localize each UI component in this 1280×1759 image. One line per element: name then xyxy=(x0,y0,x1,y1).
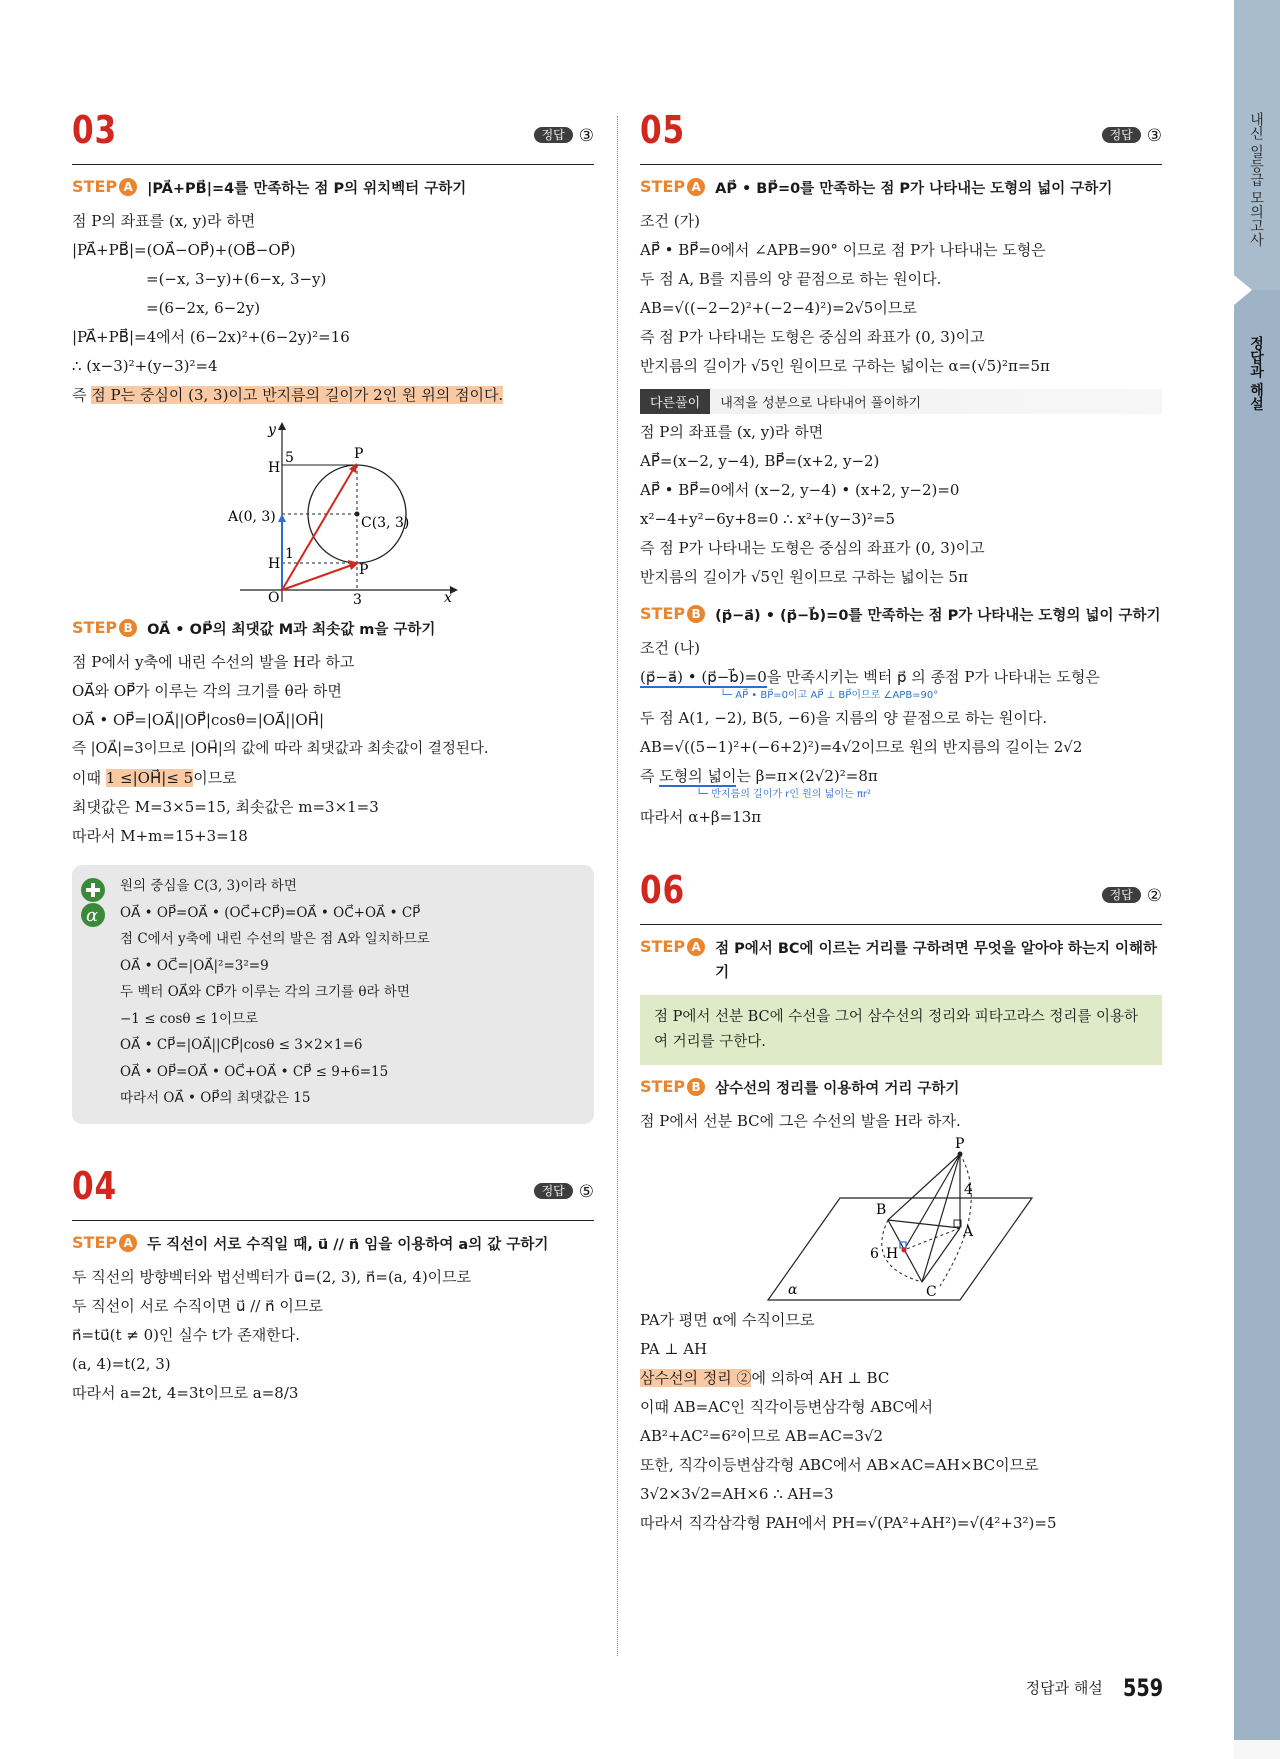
section-06-header xyxy=(640,868,1162,925)
svg-text:α: α xyxy=(86,905,99,926)
point-p xyxy=(958,1152,963,1157)
side-tab-answers xyxy=(1234,290,1280,1740)
text-line: (a, 4)=t(2, 3) xyxy=(72,1354,171,1373)
answer-badge: 정답 xyxy=(534,1183,573,1199)
answer-value: ③ xyxy=(1146,126,1162,146)
segment-pb xyxy=(888,1154,960,1220)
q06-lines xyxy=(640,1306,1162,1538)
text-line: 반지름의 길이가 √5인 원이므로 구하는 넓이는 5π xyxy=(640,568,968,586)
step-title: 점 P에서 BC에 이르는 거리를 구하려면 무엇을 알아야 하는지 이해하기 xyxy=(715,941,1158,981)
point-h xyxy=(902,1248,907,1253)
label-alpha: α xyxy=(788,1282,798,1298)
q05-step-a xyxy=(640,177,1162,201)
step-title: OA⃗ • OP⃗의 최댓값 M과 최솟값 m을 구하기 xyxy=(147,622,436,638)
text-line: |PA⃗+PB⃗|=(OA⃗−OP⃗)+(OB⃗−OP⃗) xyxy=(72,241,296,259)
annotation-note: └─ 반지름의 길이가 r인 원의 넓이는 πr² xyxy=(640,787,1162,803)
y-axis-arrow xyxy=(278,422,286,430)
label-c: C(3, 3) xyxy=(361,515,410,531)
text-line: x²−4+y²−6y+8=0 ∴ x²+(y−3)²=5 xyxy=(640,510,895,528)
label-a: A(0, 3) xyxy=(228,509,276,525)
text-line: |PA⃗+PB⃗|=4에서 (6−2x)²+(6−2y)²=16 xyxy=(72,328,350,346)
column-divider xyxy=(617,116,618,1656)
plane-alpha xyxy=(768,1198,1032,1300)
step-label: STEP A xyxy=(640,937,705,956)
step-title: |PA⃗+PB⃗|=4를 만족하는 점 P의 위치벡터 구하기 xyxy=(147,181,467,197)
side-tab-mock-exam-label: 내신 일등급 모의고사 xyxy=(1248,112,1264,247)
q06-step-b xyxy=(640,1077,1162,1101)
hint-line: 따라서 OA⃗ • OP⃗의 최댓값은 15 xyxy=(120,1090,311,1106)
q03-lines-b xyxy=(72,648,594,851)
label-p: P xyxy=(955,1136,965,1152)
label-b: B xyxy=(876,1202,887,1218)
side-tab-mock-exam xyxy=(1234,0,1280,290)
q06-plane-figure xyxy=(640,1136,1162,1306)
footer-label: 정답과 해설 xyxy=(1025,1679,1103,1697)
section-04-number: 04 xyxy=(72,1163,118,1208)
text-line: 삼수선의 정리 ②에 의하여 AH ⊥ BC xyxy=(640,1369,890,1387)
alternative-solution-bar xyxy=(640,389,1162,414)
vector-oa-arrow xyxy=(278,514,286,522)
label-five: 5 xyxy=(285,450,294,466)
text-line: OA⃗ • OP⃗=|OA⃗||OP⃗|cosθ=|OA⃗||OH⃗| xyxy=(72,711,325,729)
text-line: 즉 |OA⃗|=3이므로 |OH⃗|의 값에 따라 최댓값과 최솟값이 결정된다. xyxy=(72,741,489,757)
text-line: AP⃗=(x−2, y−4), BP⃗=(x+2, y−2) xyxy=(640,452,880,470)
text-line: 따라서 α+β=13π xyxy=(640,808,762,826)
text-line: OA⃗와 OP⃗가 이루는 각의 크기를 θ라 하면 xyxy=(72,682,342,700)
text-line: 조건 (가) xyxy=(640,212,700,230)
text-line: AB=√((−2−2)²+(−2−4)²)=2√5이므로 xyxy=(640,299,917,317)
text-line: 이때 1 ≤|OH⃗|≤ 5이므로 xyxy=(72,769,237,787)
q03-circle-figure xyxy=(72,410,594,606)
text-line: 이때 AB=AC인 직각이등변삼각형 ABC에서 xyxy=(640,1398,934,1416)
section-04-header xyxy=(72,1163,594,1221)
step-label: STEP B xyxy=(640,604,705,623)
text-line: 점 P의 좌표를 (x, y)라 하면 xyxy=(72,212,256,230)
highlight: 1 ≤|OH⃗|≤ 5 xyxy=(105,769,194,787)
text-line: ∴ (x−3)²+(y−3)²=4 xyxy=(72,357,218,375)
right-column xyxy=(640,108,1162,1538)
highlight: 점 P는 중심이 (3, 3)이고 반지름의 길이가 2인 원 위의 점이다. xyxy=(91,386,504,404)
underlined-expression: 도형의 넓이 xyxy=(659,767,737,785)
plane-diagram xyxy=(640,1136,1162,1306)
text-line: 따라서 a=2t, 4=3t이므로 a=8/3 xyxy=(72,1383,299,1402)
label-h-upper: H xyxy=(268,460,281,476)
label-p-upper: P xyxy=(354,446,364,462)
answer-badge: 정답 xyxy=(1102,127,1141,143)
step-label: STEP A xyxy=(72,1233,137,1252)
center-point xyxy=(355,512,360,517)
step-label: STEP A xyxy=(640,177,705,196)
segment-pc xyxy=(922,1154,960,1282)
text-line: =(−x, 3−y)+(6−x, 3−y) xyxy=(146,270,327,288)
step-label: STEP A xyxy=(72,177,137,196)
text-line: 따라서 M+m=15+3=18 xyxy=(72,827,248,845)
segment-ph xyxy=(904,1154,960,1250)
step-title: AP⃗ • BP⃗=0를 만족하는 점 P가 나타내는 도형의 넓이 구하기 xyxy=(715,181,1113,197)
text-line: AP⃗ • BP⃗=0에서 ∠APB=90° 이므로 점 P가 나타내는 도형은 xyxy=(640,241,1046,259)
section-03-header xyxy=(72,108,594,165)
side-tab-bar xyxy=(1234,0,1280,1759)
hint-line: OA⃗ • OC⃗=|OA⃗|²=3²=9 xyxy=(120,957,269,974)
q04-step-a xyxy=(72,1233,594,1257)
section-06-answer xyxy=(1102,886,1162,906)
text-line: =(6−2x, 6−2y) xyxy=(146,299,261,317)
label-one: 1 xyxy=(285,546,294,562)
q03-step-b xyxy=(72,618,594,642)
text-line: 반지름의 길이가 √5인 원이므로 구하는 넓이는 α=(√5)²π=5π xyxy=(640,357,1050,375)
q03-step-a xyxy=(72,177,594,201)
section-03-answer xyxy=(534,126,594,146)
step-title: 삼수선의 정리를 이용하여 거리 구하기 xyxy=(715,1081,960,1097)
text-line: AB=√((5−1)²+(−6+2)²)=4√2이므로 원의 반지름의 길이는 2√2 xyxy=(640,738,1083,756)
section-05-header xyxy=(640,108,1162,165)
step-label: STEP B xyxy=(72,618,137,637)
text-line: 두 점 A(1, −2), B(5, −6)을 지름의 양 끝점으로 하는 원이다. xyxy=(640,709,1048,727)
vector-op-lower xyxy=(282,565,352,590)
text-line: 즉 도형의 넓이는 β=π×(2√2)²=8π xyxy=(640,767,878,785)
label-y: y xyxy=(268,422,276,438)
highlight: 삼수선의 정리 ② xyxy=(640,1369,752,1387)
text-line: 즉 점 P가 나타내는 도형은 중심의 좌표가 (0, 3)이고 xyxy=(640,539,985,557)
q05-lines-other xyxy=(640,418,1162,592)
underlined-expression: (p⃗−a⃗) • (p⃗−b⃗)=0 xyxy=(640,668,767,686)
page-number: 559 xyxy=(1122,1674,1163,1702)
step-label: STEP B xyxy=(640,1077,705,1096)
answer-value: ③ xyxy=(578,126,594,146)
approach-text: 점 P에서 선분 BC에 수선을 그어 삼수선의 정리와 피타고라스 정리를 이용하여 거리를 구한다. xyxy=(654,1009,1139,1050)
hint-line: 원의 중심을 C(3, 3)이라 하면 xyxy=(120,878,297,894)
text-line: 따라서 직각삼각형 PAH에서 PH=√(PA²+AH²)=√(4²+3²)=5 xyxy=(640,1514,1057,1532)
text-line: (p⃗−a⃗) • (p⃗−b⃗)=0을 만족시키는 벡터 p⃗ 의 종점 P가 나타내는 도형은 xyxy=(640,668,1100,686)
label-o: O xyxy=(268,590,280,606)
alternative-solution-tag: 다른풀이 xyxy=(640,389,710,414)
q05-lines-b xyxy=(640,634,1162,832)
hint-line: OA⃗ • OP⃗=OA⃗ • OC⃗+OA⃗ • CP⃗ ≤ 9+6=15 xyxy=(120,1063,389,1080)
vector-op-upper xyxy=(282,468,354,590)
section-05-number: 05 xyxy=(640,108,686,152)
side-tab-answers-label: 정답과 해설 xyxy=(1248,336,1264,411)
label-h: H xyxy=(886,1246,899,1262)
label-three: 3 xyxy=(353,592,362,606)
text-line: 3√2×3√2=AH×6 ∴ AH=3 xyxy=(640,1485,834,1503)
text-line: 점 P의 좌표를 (x, y)라 하면 xyxy=(640,423,824,441)
text-line: PA가 평면 α에 수직이므로 xyxy=(640,1311,815,1329)
label-p-lower: P xyxy=(359,562,369,578)
plus-alpha-box xyxy=(72,865,594,1124)
answer-badge: 정답 xyxy=(1102,887,1141,903)
text-line: 즉 점 P가 나타내는 도형은 중심의 좌표가 (0, 3)이고 xyxy=(640,328,985,346)
section-06-number: 06 xyxy=(640,868,686,912)
alternative-solution-title: 내적을 성분으로 나타내어 풀이하기 xyxy=(720,396,922,411)
q03-lines-a xyxy=(72,207,594,410)
section-03-number: 03 xyxy=(72,108,118,152)
label-x: x xyxy=(444,590,452,606)
section-04-answer xyxy=(534,1182,594,1202)
label-a: A xyxy=(963,1224,974,1240)
text-line: 두 점 A, B를 지름의 양 끝점으로 하는 원이다. xyxy=(640,270,942,288)
label-four: 4 xyxy=(964,1182,973,1198)
step-title: (p⃗−a⃗) • (p⃗−b⃗)=0를 만족하는 점 P가 나타내는 도형의 넓이 구하기 xyxy=(715,608,1161,624)
annotation-note: └─ AP⃗ • BP⃗=0이고 AP⃗ ⊥ BP⃗이므로 ∠APB=90° xyxy=(640,688,1162,704)
text-line: 두 직선의 방향벡터와 법선벡터가 u⃗=(2, 3), n⃗=(a, 4)이므로 xyxy=(72,1267,472,1286)
q06-step-a xyxy=(640,937,1162,985)
hint-line: −1 ≤ cosθ ≤ 1이므로 xyxy=(120,1010,259,1027)
segment-ba xyxy=(888,1220,960,1228)
text-line: n⃗=tu⃗(t ≠ 0)인 실수 t가 존재한다. xyxy=(72,1325,301,1344)
plus-alpha-icon xyxy=(78,877,108,929)
conclusion-line: 즉 점 P는 중심이 (3, 3)이고 반지름의 길이가 2인 원 위의 점이다. xyxy=(72,386,504,404)
circle-diagram xyxy=(72,410,594,606)
segment-ac xyxy=(922,1228,960,1282)
hint-line: 점 C에서 y축에 내린 수선의 발은 점 A와 일치하므로 xyxy=(120,931,430,947)
label-c: C xyxy=(926,1284,937,1300)
answer-value: ⑤ xyxy=(578,1181,594,1202)
text-line: AP⃗ • BP⃗=0에서 (x−2, y−4) • (x+2, y−2)=0 xyxy=(640,481,960,499)
q05-step-b xyxy=(640,604,1162,628)
answer-badge: 정답 xyxy=(534,127,573,143)
label-six: 6 xyxy=(870,1246,879,1262)
text-line: 또한, 직각이등변삼각형 ABC에서 AB×AC=AH×BC이므로 xyxy=(640,1456,1039,1474)
text-line: 최댓값은 M=3×5=15, 최솟값은 m=3×1=3 xyxy=(72,798,379,816)
hint-line: OA⃗ • CP⃗=|OA⃗||CP⃗|cosθ ≤ 3×2×1=6 xyxy=(120,1037,363,1053)
q05-lines-a xyxy=(640,207,1162,381)
answer-value: ② xyxy=(1146,886,1162,906)
side-tab-pointer xyxy=(1234,275,1252,305)
text-line: 조건 (나) xyxy=(640,639,700,657)
q04-lines xyxy=(72,1263,594,1408)
hint-line: 두 벡터 OA⃗와 CP⃗가 이루는 각의 크기를 θ라 하면 xyxy=(120,984,410,1000)
section-05-answer xyxy=(1102,126,1162,146)
text-line: PA ⊥ AH xyxy=(640,1340,708,1358)
page-footer xyxy=(1026,1674,1168,1702)
text-line: 두 직선이 서로 수직이면 u⃗ // n⃗ 이므로 xyxy=(72,1296,323,1315)
step-title: 두 직선이 서로 수직일 때, u⃗ // n⃗ 임을 이용하여 a의 값 구하기 xyxy=(147,1236,549,1253)
text-line: AB²+AC²=6²이므로 AB=AC=3√2 xyxy=(640,1427,884,1445)
label-h-lower: H xyxy=(268,556,281,572)
text-line: 점 P에서 y축에 내린 수선의 발을 H라 하고 xyxy=(72,653,355,671)
left-column xyxy=(72,108,594,1408)
approach-box xyxy=(640,995,1162,1065)
text-line: 점 P에서 선분 BC에 그은 수선의 발을 H라 하자. xyxy=(640,1112,961,1130)
hint-line: OA⃗ • OP⃗=OA⃗ • (OC⃗+CP⃗)=OA⃗ • OC⃗+OA⃗ • CP⃗ xyxy=(120,904,421,921)
